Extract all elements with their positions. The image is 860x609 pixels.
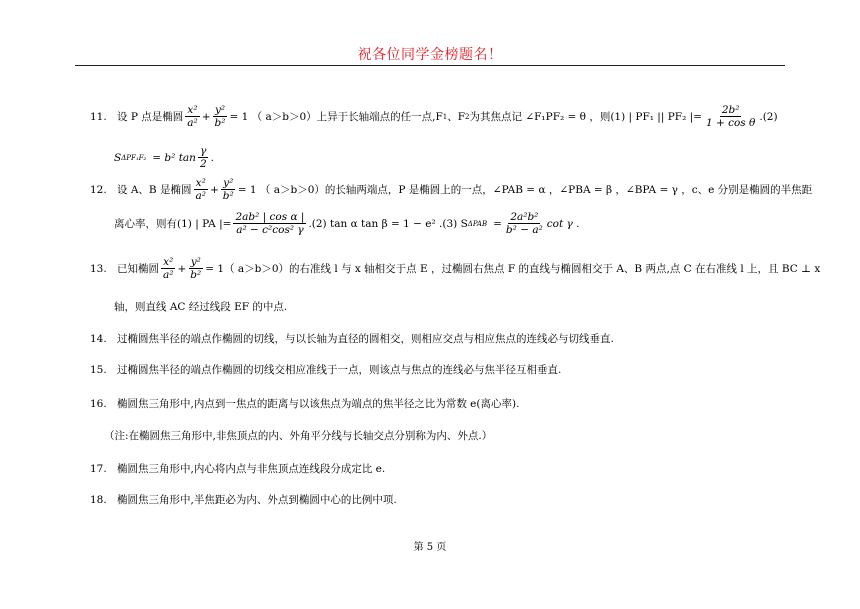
item-text: 设 P 点是椭圆	[117, 111, 184, 123]
item-17: 17. 椭圆焦三角形中,内心将内点与非焦顶点连线段分成定比 e.	[90, 462, 386, 475]
fraction-pf: $\frac{\text{2b²}}{\text{1 + cos θ}}$	[705, 104, 756, 129]
page-header-title: 祝各位同学金榜题名！	[357, 47, 503, 63]
page-number: 第 5 页	[413, 542, 447, 553]
item-11: 11. 设 P 点是椭圆 $\frac{\text{x²}}{\text{a²}}$ + $\frac{\text{y²}}{\text{b²}}$ = 1 （ a＞b＞0）上异于长轴端点的任一点,F 1 、F 2 为其焦点记 ∠F₁PF₂ = θ ，则(1) | PF₁ || PF₂ |= $\frac{\text{2b²}}{\text{1 + cos θ}}$ .(2)	[90, 104, 778, 129]
item-18: 18. 椭圆焦三角形中,半焦距必为内、外点到椭圆中心的比例中项.	[90, 493, 397, 506]
item-11-line2: S ΔPF₁F₂ = b² tan $\frac{\gamma}{2}$ .	[114, 145, 214, 170]
item-14: 14. 过椭圆焦半径的端点作椭圆的切线，与以长轴为直径的圆相交，则相应交点与相应焦点的连线必与切线垂直.	[90, 332, 614, 345]
item-12-line2: 离心率，则有(1) | PA |= $\frac{\text{2ab² | cos α |}}{\text{a² − c²cos² γ}}$ .(2) tan α tan β = 1 − e² .(3) S ΔPAB = $\frac{\text{2a²b²}}{\text{b² − a²}}$ cot γ .	[114, 211, 580, 236]
header-divider	[75, 65, 785, 66]
item-13-line2: 轴，则直线 AC 经过线段 EF 的中点.	[114, 301, 288, 313]
item-12: 12. 设 A、B 是椭圆 $\frac{\text{x²}}{\text{a²}}$ + $\frac{\text{y²}}{\text{b²}}$ = 1 （ a＞b＞0）的长轴两端点，P 是椭圆上的一点，∠PAB = α ，∠PBA = β ，∠BPA = γ ，c、e 分别是椭圆的半焦距	[90, 177, 813, 202]
fraction-y: $\frac{\text{y²}}{\text{b²}}$	[214, 104, 226, 129]
item-16: 16. 椭圆焦三角形中,内点到一焦点的距离与以该焦点为端点的焦半径之比为常数 e(离心率).	[90, 397, 520, 410]
item-note: （注:在椭圆焦三角形中,非焦顶点的内、外角平分线与长轴交点分别称为内、外点.）	[104, 430, 493, 442]
item-13: 13. 已知椭圆 $\frac{\text{x²}}{\text{a²}}$ + $\frac{\text{y²}}{\text{b²}}$ = 1（ a＞b＞0）的右准线 l 与 x 轴相交于点 E ，过椭圆右焦点 F 的直线与椭圆相交于 A、B 两点,点 C 在右准线 l 上，且 BC ⊥ x	[90, 256, 821, 281]
item-text: = 1 （ a＞b＞0）上异于长轴端点的任一点,F	[229, 111, 443, 123]
fraction-gamma: $\frac{\gamma}{2}$	[199, 145, 207, 170]
item-number: 11.	[90, 110, 107, 123]
item-15: 15. 过椭圆焦半径的端点作椭圆的切线交相应准线于一点，则该点与焦点的连线必与焦半径互相垂直.	[90, 363, 562, 376]
fraction-x: $\frac{\text{x²}}{\text{a²}}$	[187, 104, 198, 129]
